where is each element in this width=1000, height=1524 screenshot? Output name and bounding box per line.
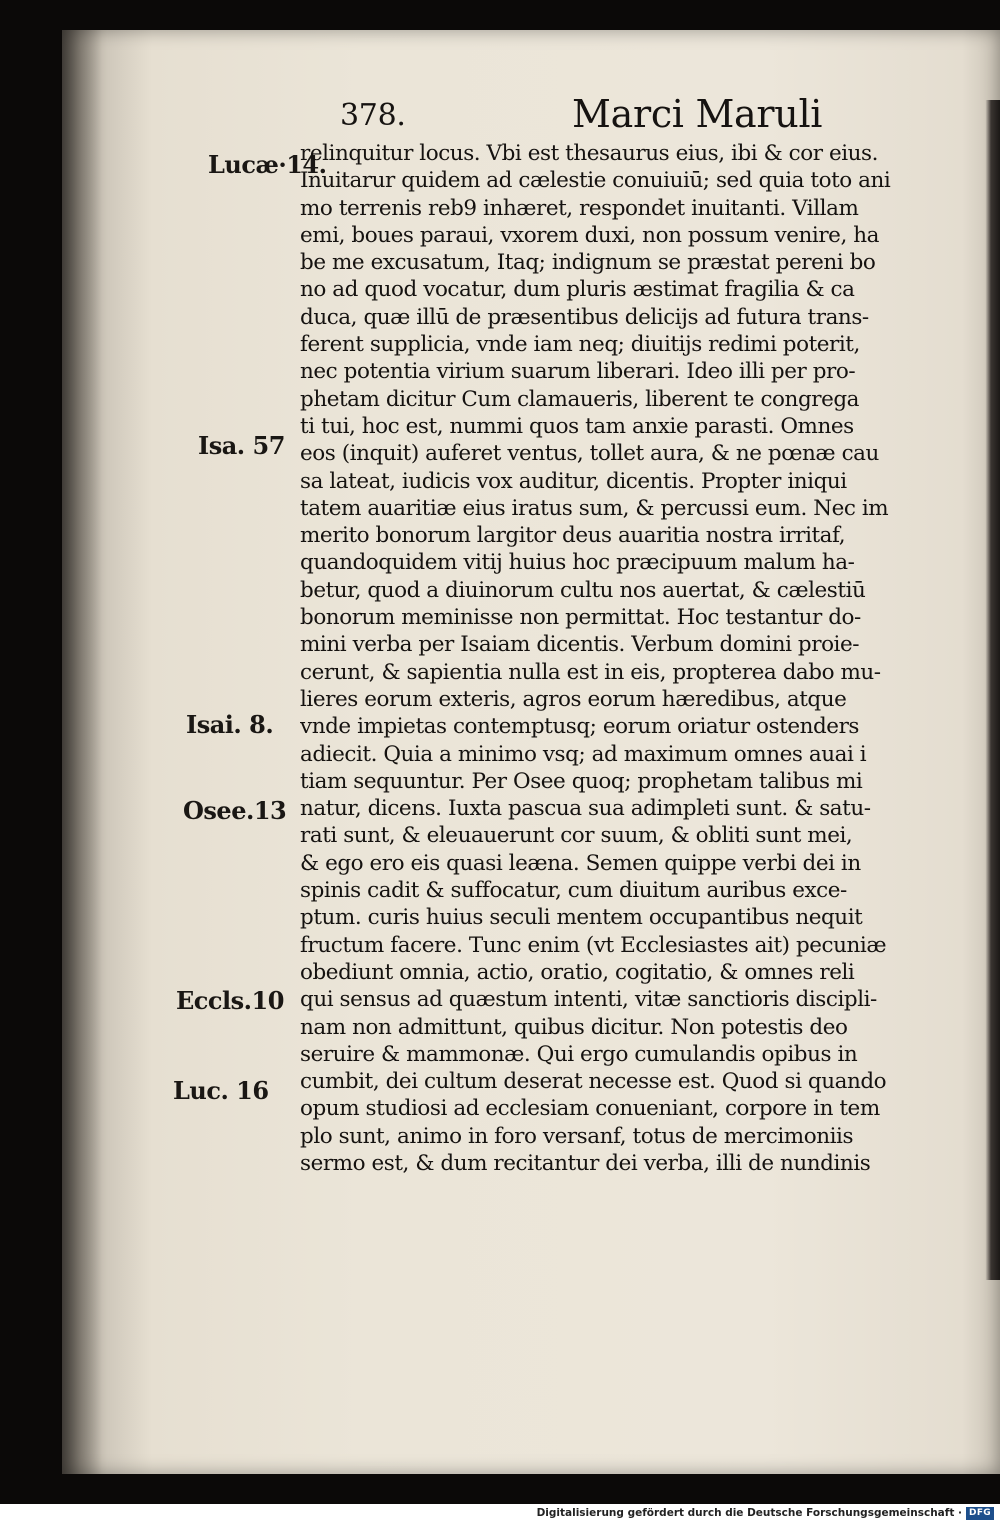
text-line: ti tui, hoc est, nummi quos tam anxie parasti. Omnes — [300, 413, 854, 439]
text-line: qui sensus ad quæstum intenti, vitæ sanctioris discipli- — [300, 987, 877, 1013]
text-line: obediunt omnia, actio, oratio, cogitatio, & omnes reli — [300, 959, 855, 985]
text-line: mini verba per Isaiam dicentis. Verbum domini proie- — [300, 632, 860, 658]
running-title: Marci Maruli — [572, 92, 823, 136]
text-line: ferent supplicia, vnde iam neq; diuitijs redimi poterit, — [300, 332, 860, 358]
running-head — [340, 92, 823, 142]
text-line: merito bonorum largitor deus auaritia nostra irritaf, — [300, 523, 846, 549]
text-line: tatem auaritiæ eius iratus sum, & percussi eum. Nec im — [300, 495, 889, 521]
margin-note: Eccls.10 — [176, 986, 284, 1015]
text-line: nam non admittunt, quibus dicitur. Non potestis deo — [300, 1014, 848, 1040]
text-line: ptum. curis huius seculi mentem occupantibus nequit — [300, 905, 863, 931]
margin-note: Isai. 8. — [186, 710, 274, 739]
body-text — [300, 140, 970, 1177]
text-line: plo sunt, animo in foro versanf, totus de mercimoniis — [300, 1123, 854, 1149]
text-line: & ego ero eis quasi leæna. Semen quippe verbi dei in — [300, 850, 861, 876]
footer-bar — [0, 1504, 1000, 1524]
text-line: fructum facere. Tunc enim (vt Ecclesiastes ait) pecuniæ — [300, 932, 887, 958]
text-line: bonorum meminisse non permittat. Hoc testantur do- — [300, 605, 861, 631]
text-line: no ad quod vocatur, dum pluris æstimat fragilia & ca — [300, 277, 855, 303]
text-line: vnde impietas contemptusq; eorum oriatur ostenders — [300, 714, 859, 740]
text-line: lieres eorum exteris, agros eorum hæredibus, atque — [300, 686, 847, 712]
text-line: phetam dicitur Cum clamaueris, liberent te congrega — [300, 386, 860, 412]
text-line: sermo est, & dum recitantur dei verba, illi de nundinis — [300, 1150, 871, 1176]
margin-note: Isa. 57 — [198, 431, 285, 460]
text-line: betur, quod a diuinorum cultu nos auertat, & cælestiū — [300, 577, 866, 603]
text-line: nec potentia virium suarum liberari. Ideo illi per pro- — [300, 359, 856, 385]
text-line: eos (inquit) auferet ventus, tollet aura, & ne pœnæ cau — [300, 441, 879, 467]
text-line: duca, quæ illū de præsentibus delicijs ad futura trans- — [300, 304, 869, 330]
margin-note: Lucæ·14. — [208, 150, 327, 179]
text-line: be me excusatum, Itaq; indignum se præstat pereni bo — [300, 250, 876, 276]
funding-notice: Digitalisierung gefördert durch die Deutsche Forschungsgemeinschaft · — [536, 1507, 962, 1519]
text-line: rati sunt, & eleuauerunt cor suum, & obliti sunt mei, — [300, 823, 853, 849]
text-line: opum studiosi ad ecclesiam conueniant, corpore in tem — [300, 1096, 880, 1122]
text-line: quandoquidem vitij huius hoc præcipuum malum ha- — [300, 550, 855, 576]
text-line: tiam sequuntur. Per Osee quoq; prophetam talibus mi — [300, 768, 863, 794]
page-gutter-shadow — [62, 30, 102, 1474]
margin-note: Osee.13 — [183, 796, 287, 825]
text-line: sa lateat, iudicis vox auditur, dicentis. Propter iniqui — [300, 468, 847, 494]
text-line: seruire & mammonæ. Qui ergo cumulandis opibus in — [300, 1041, 858, 1067]
text-line: adiecit. Quia a minimo vsq; ad maximum omnes auai i — [300, 741, 867, 767]
margin-note: Luc. 16 — [173, 1076, 269, 1105]
text-line: cumbit, dei cultum deserat necesse est. Quod si quando — [300, 1069, 887, 1095]
text-line: emi, boues paraui, vxorem duxi, non possum venire, ha — [300, 222, 879, 248]
text-line: natur, dicens. Iuxta pascua sua adimpleti sunt. & satu- — [300, 796, 871, 822]
text-line: Inuitarur quidem ad cælestie conuiuiū; sed quia toto ani — [300, 168, 891, 194]
text-line: mo terrenis reb9 inhæret, respondet inuitanti. Villam — [300, 195, 859, 221]
text-line: cerunt, & sapientia nulla est in eis, propterea dabo mu- — [300, 659, 881, 685]
text-line: relinquitur locus. Vbi est thesaurus eius, ibi & cor eius. — [300, 141, 879, 166]
text-line: spinis cadit & suffocatur, cum diuitum auribus exce- — [300, 878, 847, 904]
dfg-logo-icon: DFG — [966, 1507, 994, 1520]
page-number: 378. — [340, 98, 406, 133]
page-right-edge — [985, 100, 1000, 1280]
